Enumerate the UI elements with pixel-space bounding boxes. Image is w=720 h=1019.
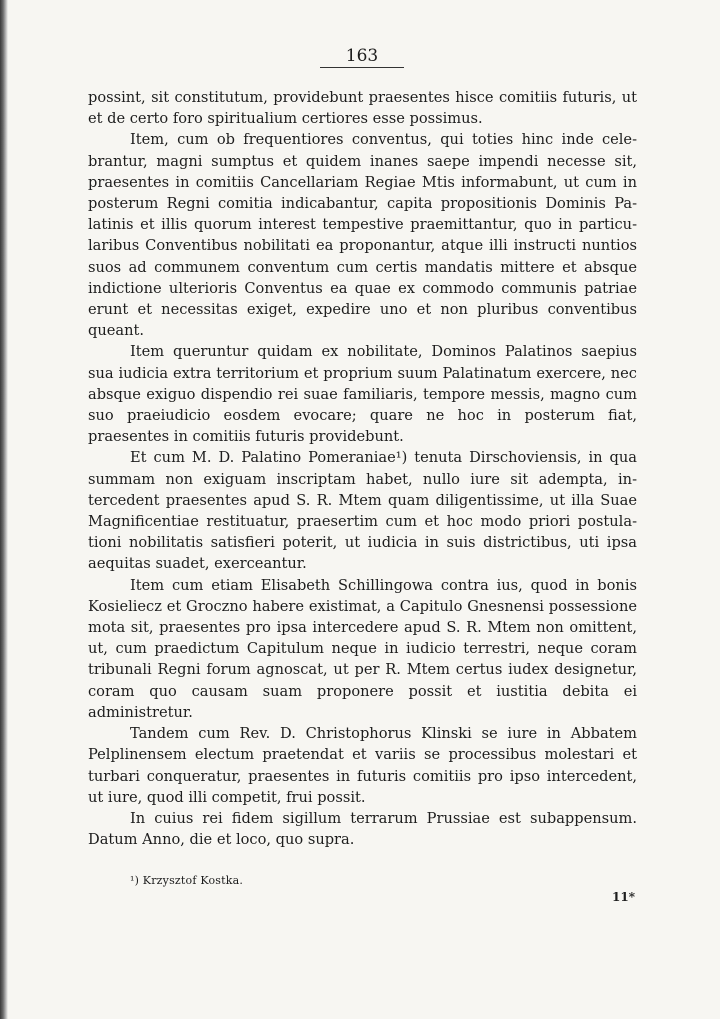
body-text [88,87,637,850]
footnote: ¹) Krzysztof Kostka. [130,874,244,887]
paragraph-4: Et cum M. D. Palatino Pomeraniae¹) tenuta Dirschoviensis, in qua summam non exiguam inscriptam habet, nullo iure sit adempta, intercedent praesentes apud S. R. Mtem quam diligentissime, ut illa Suae Magnificentiae restituatur, praesertim cum et hoc modo priori postulationi nobilitatis satisfieri poterit, ut iudicia in suis districtibus, uti ipsa aequitas suadet, exerceantur. [88,449,637,573]
paragraph-3: Item queruntur quidam ex nobilitate, Dominos Palatinos saepius sua iudicia extra territorium et proprium suum Palatinatum exercere, nec absque exiguo dispendio rei suae familiaris, tempore messis, magno cum suo praeiudicio eosdem evocare; quare ne hoc in posterum fiat, praesentes in comitiis futuris providebunt. [88,343,637,446]
paragraph-6: Tandem cum Rev. D. Christophorus Klinski se iure in Abbatem Pelplinensem electum praetendat et variis se processibus molestari et turbari conqueratur, praesentes in futuris comitiis pro ipso intercedent, ut iure, quod illi competit, frui possit. [88,725,637,806]
paragraph-7: In cuius rei fidem sigillum terrarum Prussiae est subappensum. Datum Anno, die et loco, quo supra. [88,809,637,849]
paragraph-5: Item cum etiam Elisabeth Schillingowa contra ius, quod in bonis Kosieliecz et Groczno habere existimat, a Capitulo Gnesnensi possessione mota sit, praesentes pro ipsa intercedere apud S. R. Mtem non omittent, ut, cum praedictum Capitulum neque in iudicio terrestri, neque coram tribunali Regni forum agnoscat, ut per R. Mtem certus iudex designetur, coram quo causam suam proponere possit et iustitia debita ei administretur. [88,576,637,721]
page-number: 163 [345,46,379,66]
page-binding-edge [0,0,8,1019]
paragraph-2: Item, cum ob frequentiores conventus, qui toties hinc inde celebrantur, magni sumptus et quidem inanes saepe impendi necesse sit, praesentes in comitiis Cancellariam Regiae Mtis informabunt, ut cum in posterum Regni comitia indicabantur, capita propositionis Dominis Palatinis et illis quorum interest tempestive praemittantur, quo in particularibus Conventibus nobilitati ea proponantur, atque illi instructi nuntios suos ad communem conventum cum certis mandatis mittere et absque indictione ulterioris Conventus ea quae ex commodo communis patriae erunt et necessitas exiget, expedire uno et non pluribus conventibus queant. [88,131,637,340]
signature-mark: 11* [612,890,635,904]
paragraph-1: possint, sit constitutum, providebunt praesentes hisce comitiis futuris, ut et de certo foro spiritualium certiores esse possimus. [88,89,637,128]
page-number-rule [320,67,404,68]
